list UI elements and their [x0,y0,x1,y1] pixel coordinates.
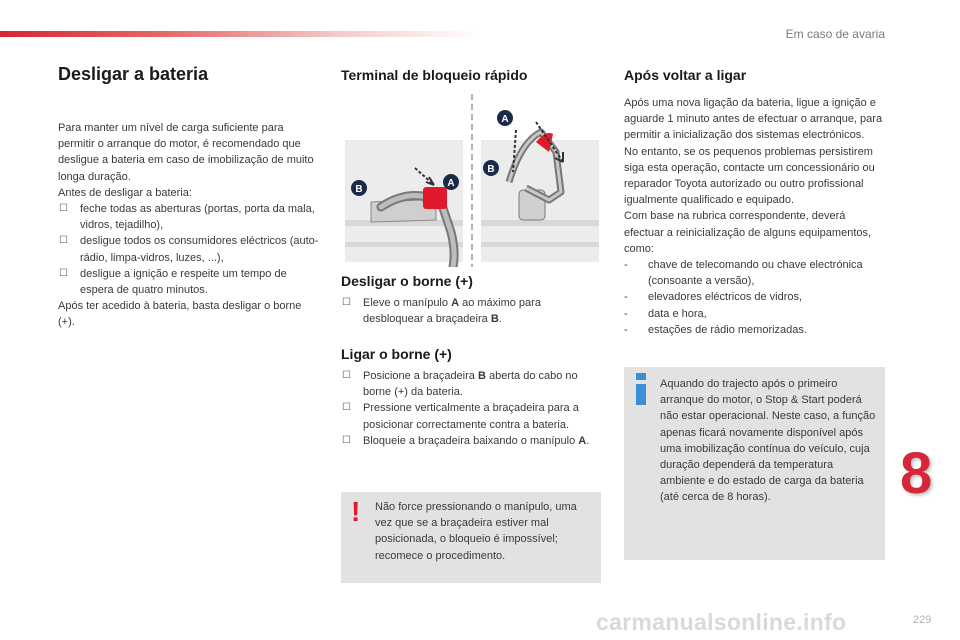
page-title: Desligar a bateria [58,64,209,84]
header-accent-bar [0,31,480,37]
left-text-block [58,120,320,331]
page-number: 229 [913,614,932,626]
list-item: - elevadores eléctricos de vidros, [624,291,803,304]
bullet-icon: ☐ [342,402,351,414]
list-item: ☐ desligue todos os consumidores eléctricos (auto-rádio, limpa-vidros, luzes, ...), [59,235,319,264]
bullet-icon: ☐ [342,370,351,381]
info-icon [630,371,652,407]
list-item: - estações de rádio memorizadas. [624,323,807,336]
bullet-icon: ☐ [342,434,351,446]
reconnect-section-title: Após voltar a ligar [624,67,747,83]
battery-terminal-illustration [341,92,603,267]
section-header-title: Em caso de avaria [785,27,885,41]
list-item: - chave de telecomando ou chave electrónica (consoante a versão), [624,259,863,288]
list-item: ☐ Eleve o manípulo A ao máximo para desbloquear a braçadeira B. [342,297,541,326]
terminal-section-title: Terminal de bloqueio rápido [341,67,528,83]
after-paragraph: Após ter acedido à bateria, basta desligar o borne (+). [58,300,302,329]
bullet-icon: ☐ [59,235,68,247]
list-item: ☐ Posicione a braçadeira B aberta do cabo no borne (+) da bateria. [342,370,578,399]
label-a-right: A [501,114,509,125]
label-b-right: B [487,164,495,175]
intro-paragraph: Para manter um nível de carga suficiente para permitir o arranque do motor, é recomendado que desligue a bateria em caso de imobilização de muito longa duração. [58,122,314,183]
disconnect-text-block [341,295,599,327]
before-paragraph: Antes de desligar a bateria: [58,186,192,199]
warning-text: Não force pressionando o manípulo, uma vez que se a braçadeira estiver mal posicionada, o bloqueio é impossível; recomece o procedimento. [375,501,577,562]
bullet-icon: ☐ [342,297,351,308]
bullet-icon: ☐ [59,267,68,279]
label-a-left: A [447,178,455,189]
connect-section-title: Ligar o borne (+) [341,346,452,362]
info-text: Aquando do trajecto após o primeiro arranque do motor, o Stop & Start poderá não estar operacional. Neste caso, a função apenas ficará novamente disponível após uma imobilização contínua do veículo, cuja duração dependerá da temperatura ambiente e do estado de carga da bateria (até cerca de 8 horas). [660,378,876,504]
info-box [624,367,885,560]
disconnect-section-title: Desligar o borne (+) [341,273,473,289]
reconnect-paragraph-2: No entanto, se os pequenos problemas persistirem siga esta operação, contacte um concessionário ou reparador Toyota autorizado ou outro profissional igualmente qualificado e equipado. [624,145,875,207]
reconnect-paragraph-1: Após uma nova ligação da bateria, ligue a ignição e aguarde 1 minuto antes de efectuar o arranque, para permitir a inicialização dos sistemas electrónicos. [624,97,883,142]
warning-box [341,492,601,583]
reconnect-paragraph-3: Com base na rubrica correspondente, deverá efectuar a reinicialização de alguns equipamentos, como: [624,210,872,255]
list-item: ☐ feche todas as aberturas (portas, porta da mala, vidros, tejadilho), [59,203,315,232]
chapter-number: 8 [900,441,933,506]
list-item: - data e hora, [624,307,707,320]
list-item: ☐ Bloqueie a braçadeira baixando o manípulo A. [341,433,599,449]
list-item: ☐ Pressione verticalmente a braçadeira para a posicionar correctamente contra a bateria. [342,402,579,431]
list-item: ☐ desligue a ignição e respeite um tempo de espera de quatro minutos. [59,267,287,297]
warning-icon: ! [351,496,361,527]
right-text-block [624,95,886,338]
watermark: carmanualsonline.info [596,609,847,635]
connect-text-block [341,368,599,449]
bullet-icon: ☐ [59,203,68,215]
label-b-left: B [355,184,363,195]
